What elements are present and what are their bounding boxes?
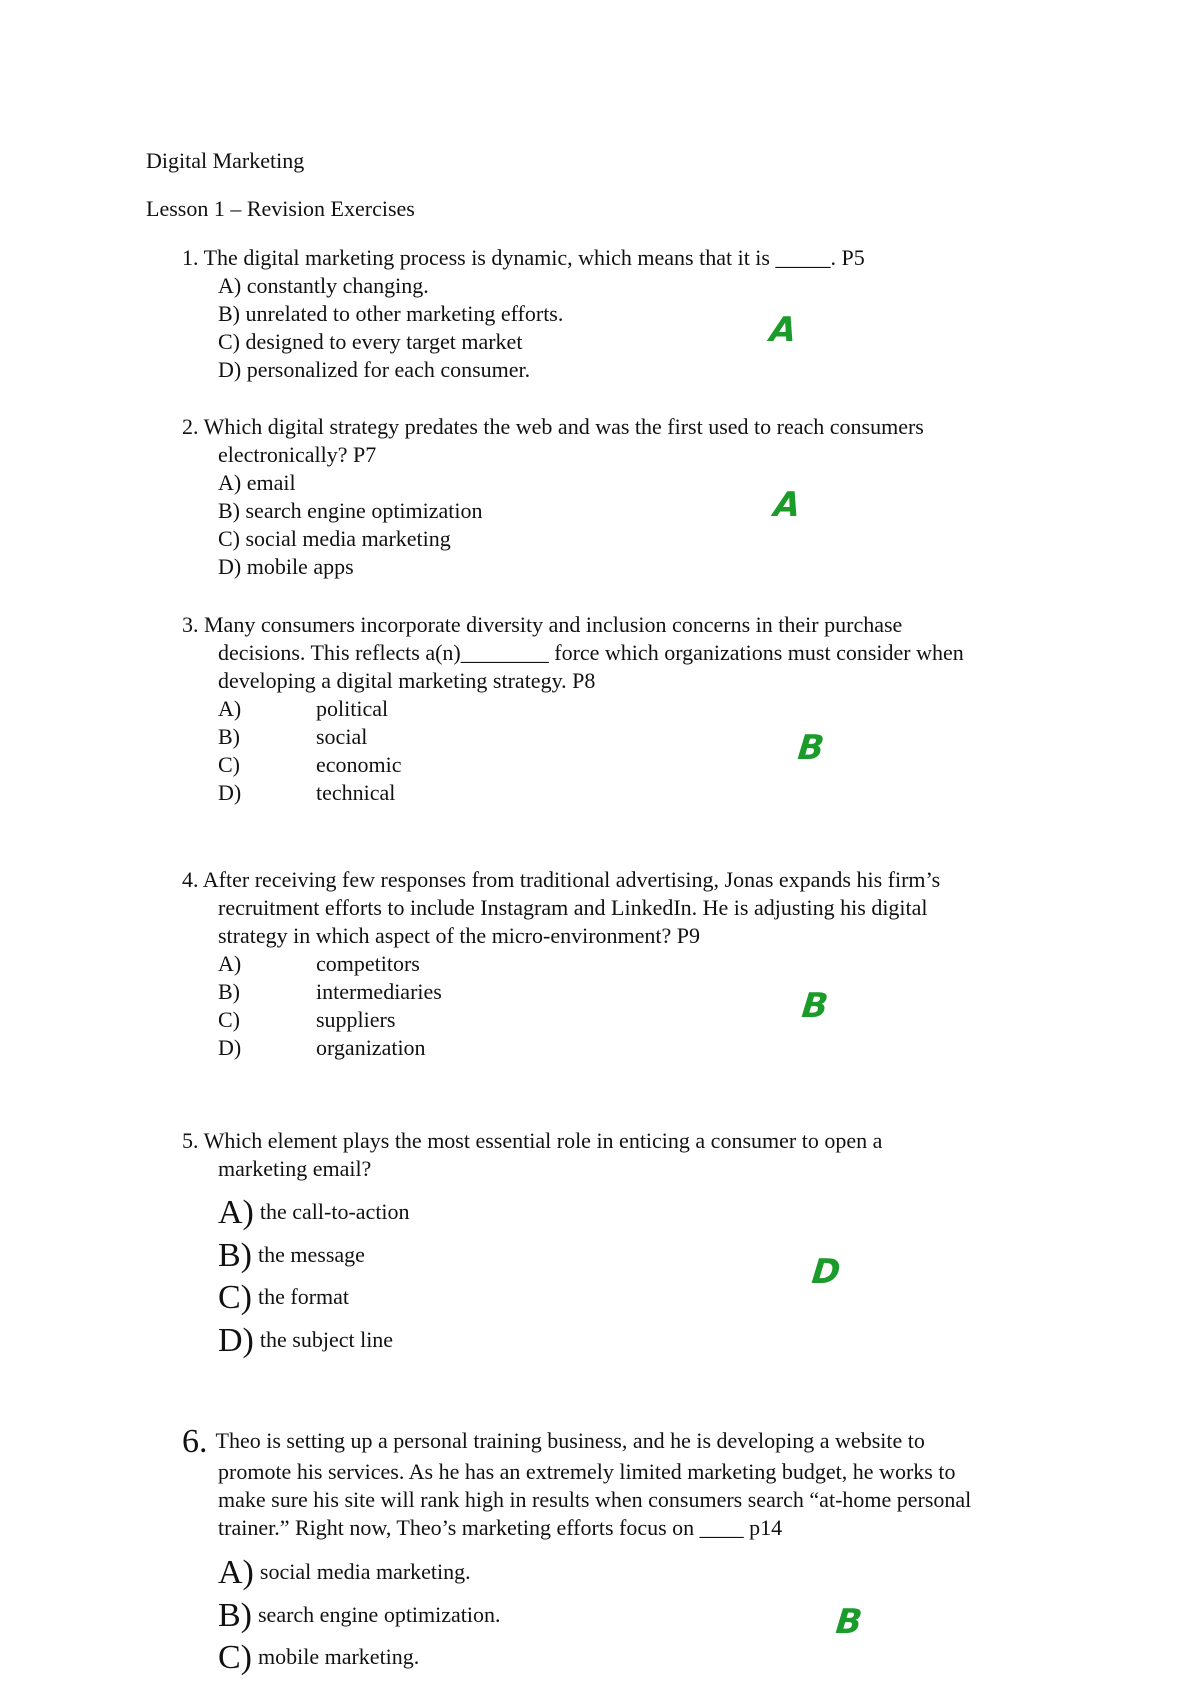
option-c: C) social media marketing xyxy=(218,526,451,551)
question-text: Theo is setting up a personal training business, and he is developing a website to xyxy=(215,1428,925,1453)
option-d: D) mobile apps xyxy=(218,554,354,579)
option-c: C) the format xyxy=(218,1279,350,1316)
question-text: Which digital strategy predates the web and was the first used to reach consumers xyxy=(203,414,924,439)
question-text: marketing email? xyxy=(218,1156,372,1181)
option-b: B) social xyxy=(218,724,368,749)
option-c: C) economic xyxy=(218,752,402,777)
option-a: A) social media marketing. xyxy=(218,1554,471,1591)
question-line xyxy=(182,414,924,440)
option-d: D) organization xyxy=(218,1035,426,1060)
question-text: promote his services. As he has an extremely limited marketing budget, he works to xyxy=(218,1459,956,1484)
question-text: decisions. This reflects a(n)________ force which organizations must consider when xyxy=(218,640,964,665)
question-line xyxy=(182,245,865,271)
question-text: The digital marketing process is dynamic, which means that it is _____. P5 xyxy=(203,245,865,270)
question-line xyxy=(182,1425,925,1459)
question-line xyxy=(182,1128,882,1154)
handwritten-answer: B xyxy=(799,986,831,1026)
question-text: make sure his site will rank high in results when consumers search “at-home personal xyxy=(218,1487,972,1512)
option-b: B) the message xyxy=(218,1237,365,1274)
question-number: 2. xyxy=(182,414,199,439)
option-b: B) search engine optimization. xyxy=(218,1597,501,1634)
option-b: B) search engine optimization xyxy=(218,498,483,523)
question-number: 4. xyxy=(182,867,199,892)
question-number: 1. xyxy=(182,245,199,270)
question-text: Which element plays the most essential role in enticing a consumer to open a xyxy=(203,1128,883,1153)
question-number: 3. xyxy=(182,612,199,637)
handwritten-answer: B xyxy=(795,728,827,768)
option-a: A) competitors xyxy=(218,951,420,976)
question-text: Many consumers incorporate diversity and inclusion concerns in their purchase xyxy=(204,612,903,637)
option-a: A) political xyxy=(218,696,389,721)
question-number: 5. xyxy=(182,1128,199,1153)
option-c: C) designed to every target market xyxy=(218,329,523,354)
option-d: D) the subject line xyxy=(218,1322,394,1359)
option-b: B) unrelated to other marketing efforts. xyxy=(218,301,564,326)
question-text: strategy in which aspect of the micro-environment? P9 xyxy=(218,923,701,948)
question-text: recruitment efforts to include Instagram and LinkedIn. He is adjusting his digital xyxy=(218,895,928,920)
handwritten-answer: A xyxy=(771,485,803,525)
handwritten-answer: D xyxy=(809,1252,843,1292)
option-d: D) technical xyxy=(218,780,396,805)
option-a: A) email xyxy=(218,470,296,495)
option-a: A) the call-to-action xyxy=(218,1194,410,1231)
option-a: A) constantly changing. xyxy=(218,273,429,298)
question-text: After receiving few responses from traditional advertising, Jonas expands his firm’s xyxy=(202,867,941,892)
handwritten-answer: B xyxy=(833,1602,865,1642)
option-b: B) intermediaries xyxy=(218,979,442,1004)
option-c: C) suppliers xyxy=(218,1007,396,1032)
handwritten-answer: A xyxy=(767,310,799,350)
question-text: developing a digital marketing strategy. P8 xyxy=(218,668,596,693)
option-c: C) mobile marketing. xyxy=(218,1639,420,1676)
question-number: 6. xyxy=(182,1423,208,1460)
document-title: Digital Marketing xyxy=(146,148,305,173)
question-text: electronically? P7 xyxy=(218,442,377,467)
option-d: D) personalized for each consumer. xyxy=(218,357,531,382)
question-text: trainer.” Right now, Theo’s marketing efforts focus on ____ p14 xyxy=(218,1515,783,1540)
question-line xyxy=(182,867,940,893)
question-line xyxy=(182,612,902,638)
document-subtitle: Lesson 1 – Revision Exercises xyxy=(146,196,415,221)
